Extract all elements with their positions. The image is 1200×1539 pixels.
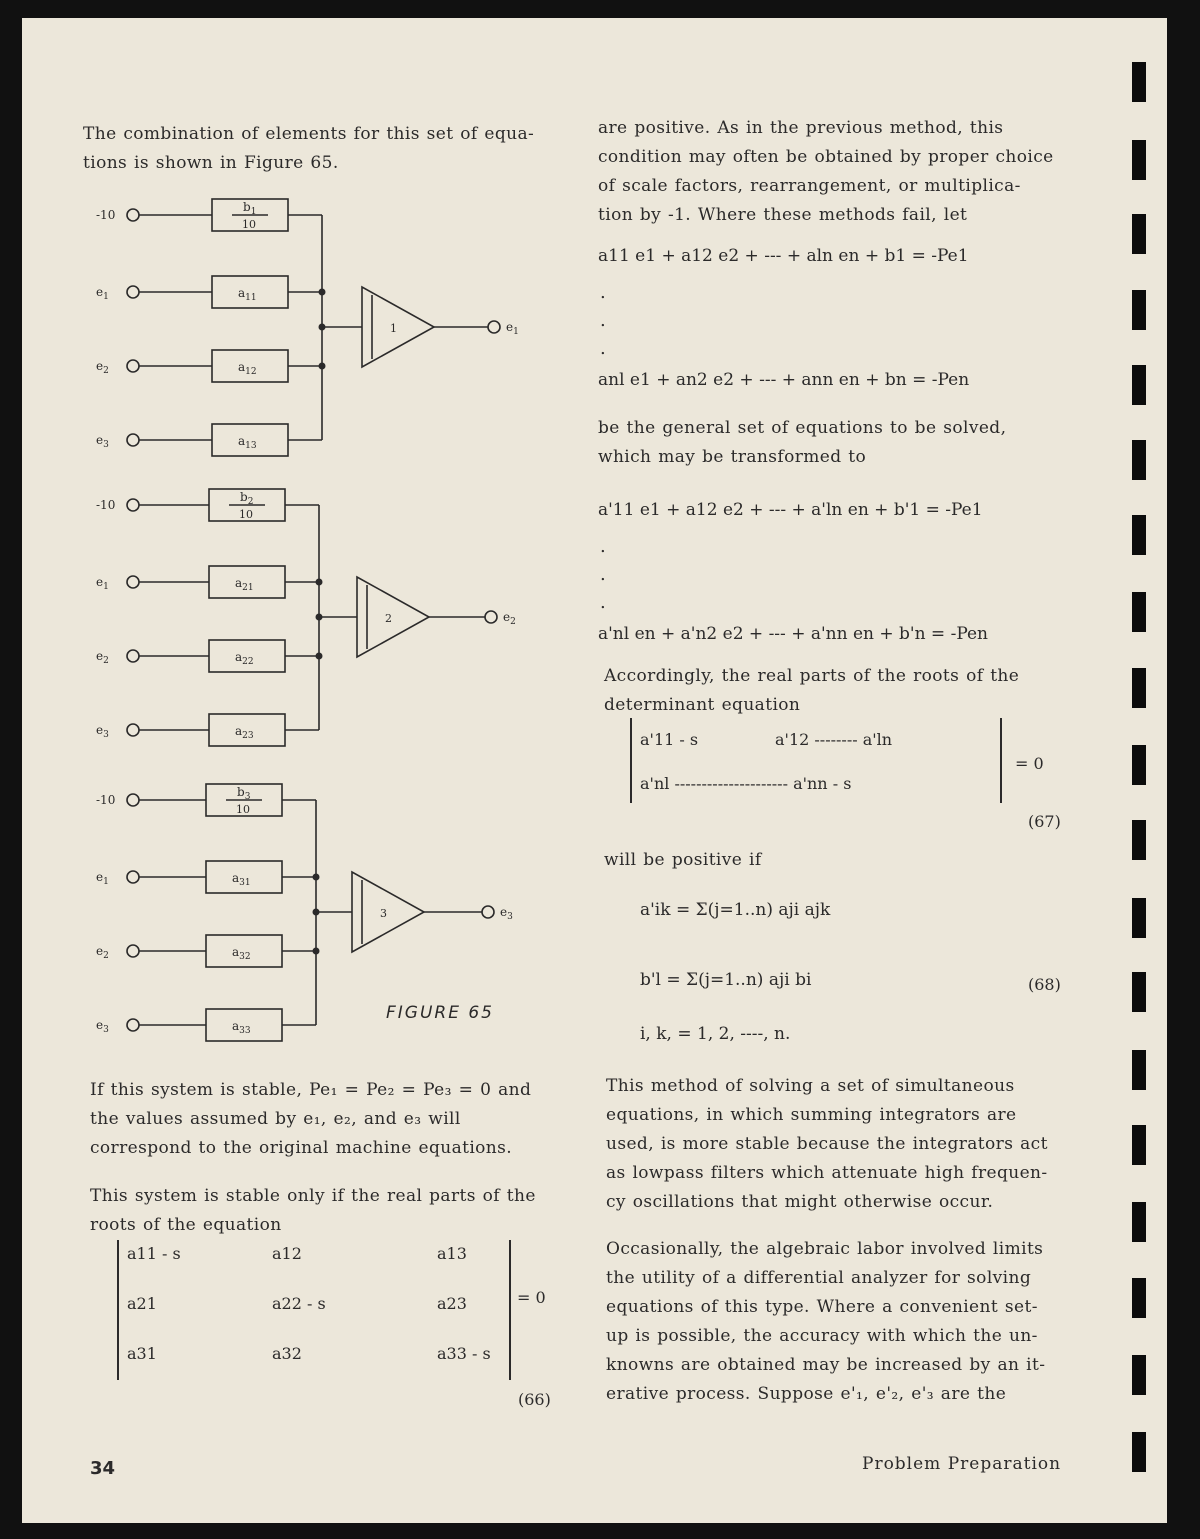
coefficient-label: $a_{22}$ [235, 650, 254, 667]
coefficient-label: $a_{13}$ [238, 434, 257, 451]
input-terminal [127, 434, 139, 446]
equation-68c: i, k, = 1, 2, ----, n. [640, 1024, 791, 1044]
binding-hole [1132, 140, 1146, 180]
equation-number-68: (68) [1028, 975, 1061, 994]
junction-dot [313, 948, 320, 955]
input-terminal [127, 794, 139, 806]
det66-r3c1: a31 [127, 1344, 157, 1363]
input-label: $e_3$ [96, 1018, 109, 1035]
binding-hole [1132, 820, 1146, 860]
determinant-67 [630, 718, 1050, 803]
determinant-66 [117, 1240, 557, 1380]
det67-r1c1: a'11 - s [640, 730, 699, 749]
equation-transformed-1: a'11 e1 + a12 e2 + --- + a'ln en + b'1 = -Pe1 [598, 500, 983, 520]
input-terminal [127, 1019, 139, 1031]
coefficient-label: $a_{23}$ [235, 724, 254, 741]
coefficient-box [209, 714, 285, 746]
output-label: $e_2$ [503, 610, 516, 627]
det66-r3c2: a32 [272, 1344, 302, 1363]
det67-rhs: = 0 [1015, 754, 1044, 773]
input-label: -10 [96, 498, 116, 512]
coefficient-box [212, 424, 288, 456]
binding-hole [1132, 668, 1146, 708]
coefficient-box [206, 861, 282, 893]
det67-r1c2: a'12 -------- a'ln [775, 730, 893, 749]
figure-65-circuit [80, 185, 640, 1065]
binding-hole [1132, 365, 1146, 405]
binding-hole [1132, 1125, 1146, 1165]
output-label: $e_3$ [500, 905, 513, 922]
det67-r2: a'nl --------------------- a'nn - s [640, 774, 852, 793]
det66-r1c2: a12 [272, 1244, 302, 1263]
ellipsis-dot: . [600, 564, 606, 585]
output-terminal [485, 611, 497, 623]
input-terminal [127, 499, 139, 511]
stability-paragraph: If this system is stable, Pe₁ = Pe₂ = Pe₃ = 0 and the values assumed by e₁, e₂, and e₃ will correspond to the original machine equations. [90, 1080, 532, 1158]
input-label: $e_2$ [96, 944, 109, 961]
det66-r2c1: a21 [127, 1294, 157, 1313]
equation-number-66: (66) [518, 1390, 551, 1409]
input-terminal [127, 871, 139, 883]
input-terminal [127, 286, 139, 298]
page-number: 34 [90, 1458, 116, 1479]
det66-r2c3: a23 [437, 1294, 467, 1313]
binding-hole [1132, 1202, 1146, 1242]
binding-hole [1132, 62, 1146, 102]
input-terminal [127, 576, 139, 588]
input-label: $e_2$ [96, 649, 109, 666]
binding-hole [1132, 898, 1146, 938]
equation-transformed-n: a'nl en + a'n2 e2 + --- + a'nn en + b'n = -Pen [598, 624, 989, 644]
amplifier-number: 1 [390, 322, 397, 335]
binding-hole [1132, 515, 1146, 555]
equation-number-67: (67) [1028, 812, 1061, 831]
input-label: -10 [96, 793, 116, 807]
coefficient-label: $a_{33}$ [232, 1019, 251, 1036]
ellipsis-dot: . [600, 310, 606, 331]
ellipsis-dot: . [600, 536, 606, 557]
coefficient-numerator: $b_1$ [243, 200, 257, 217]
right-paragraph-1: are positive. As in the previous method, this condition may often be obtained by proper choice of scale factors, rearrangement, or multiplica- tion by -1. Where these methods fail, let [598, 118, 1054, 225]
coefficient-denominator: 10 [239, 508, 253, 521]
equation-68b: b'l = Σ(j=1..n) aji bi [640, 970, 812, 990]
coefficient-denominator: 10 [236, 803, 250, 816]
ellipsis-dot: . [600, 592, 606, 613]
amplifier-number: 3 [380, 907, 387, 920]
coefficient-box [209, 640, 285, 672]
input-label: -10 [96, 208, 116, 222]
figure-label: FIGURE 65 [386, 1003, 494, 1023]
coefficient-box [212, 350, 288, 382]
coefficient-label: $a_{31}$ [232, 871, 251, 888]
det66-r2c2: a22 - s [272, 1294, 326, 1313]
input-terminal [127, 360, 139, 372]
equation-general-1: a11 e1 + a12 e2 + --- + aln en + b1 = -Pe1 [598, 246, 969, 266]
binding-hole [1132, 1432, 1146, 1472]
input-terminal [127, 650, 139, 662]
input-terminal [127, 209, 139, 221]
binding-hole [1132, 440, 1146, 480]
input-label: $e_1$ [96, 285, 109, 302]
output-terminal [488, 321, 500, 333]
output-terminal [482, 906, 494, 918]
junction-dot [316, 653, 323, 660]
amplifier-number: 2 [385, 612, 392, 625]
input-label: $e_2$ [96, 359, 109, 376]
ellipsis-dot: . [600, 338, 606, 359]
junction-dot [316, 579, 323, 586]
binding-hole [1132, 745, 1146, 785]
binding-hole [1132, 290, 1146, 330]
binding-hole [1132, 1278, 1146, 1318]
coefficient-label: $a_{12}$ [238, 360, 257, 377]
right-paragraph-6: Occasionally, the algebraic labor involved limits the utility of a differential analyzer for solving equations of this type. Where a convenient set- up is possible, the accuracy with which the un- knowns are obtained may be increased by an it- erative process. Suppose e'₁, e'₂, e'₃ are the [606, 1239, 1046, 1404]
junction-dot [319, 363, 326, 370]
input-terminal [127, 945, 139, 957]
coefficient-box [206, 1009, 282, 1041]
coefficient-numerator: $b_2$ [240, 490, 254, 507]
footer-section-title: Problem Preparation [862, 1454, 1062, 1474]
coefficient-label: $a_{21}$ [235, 576, 254, 593]
intro-paragraph: The combination of elements for this set of equa- tions is shown in Figure 65. [83, 124, 535, 173]
coefficient-box [212, 276, 288, 308]
det66-r1c1: a11 - s [127, 1244, 181, 1263]
coefficient-box [206, 935, 282, 967]
coefficient-box [209, 566, 285, 598]
ellipsis-dot: . [600, 282, 606, 303]
equation-general-n: anl e1 + an2 e2 + --- + ann en + bn = -Pen [598, 370, 970, 390]
coefficient-denominator: 10 [242, 218, 256, 231]
input-terminal [127, 724, 139, 736]
input-label: $e_3$ [96, 723, 109, 740]
right-paragraph-5: This method of solving a set of simultaneous equations, in which summing integrators are used, is more stable because the integrators act as lowpass filters which attenuate high frequen- cy oscillations that might otherwise occur. [606, 1076, 1048, 1212]
equation-68a: a'ik = Σ(j=1..n) aji ajk [640, 900, 831, 920]
right-paragraph-2: be the general set of equations to be solved, which may be transformed to [598, 418, 1007, 467]
stable-only-paragraph: This system is stable only if the real parts of the roots of the equation [90, 1186, 536, 1235]
coefficient-numerator: $b_3$ [237, 785, 251, 802]
det66-r3c3: a33 - s [437, 1344, 491, 1363]
binding-hole [1132, 972, 1146, 1012]
coefficient-label: $a_{32}$ [232, 945, 251, 962]
binding-hole [1132, 1355, 1146, 1395]
right-paragraph-4: will be positive if [604, 850, 762, 870]
binding-hole [1132, 1050, 1146, 1090]
input-label: $e_3$ [96, 433, 109, 450]
det66-rhs: = 0 [517, 1288, 546, 1307]
right-paragraph-3: Accordingly, the real parts of the roots of the determinant equation [604, 666, 1020, 715]
binding-hole [1132, 592, 1146, 632]
coefficient-label: $a_{11}$ [238, 286, 257, 303]
output-label: $e_1$ [506, 320, 519, 337]
input-label: $e_1$ [96, 575, 109, 592]
det66-r1c3: a13 [437, 1244, 467, 1263]
junction-dot [319, 289, 326, 296]
junction-dot [313, 874, 320, 881]
input-label: $e_1$ [96, 870, 109, 887]
binding-hole [1132, 214, 1146, 254]
